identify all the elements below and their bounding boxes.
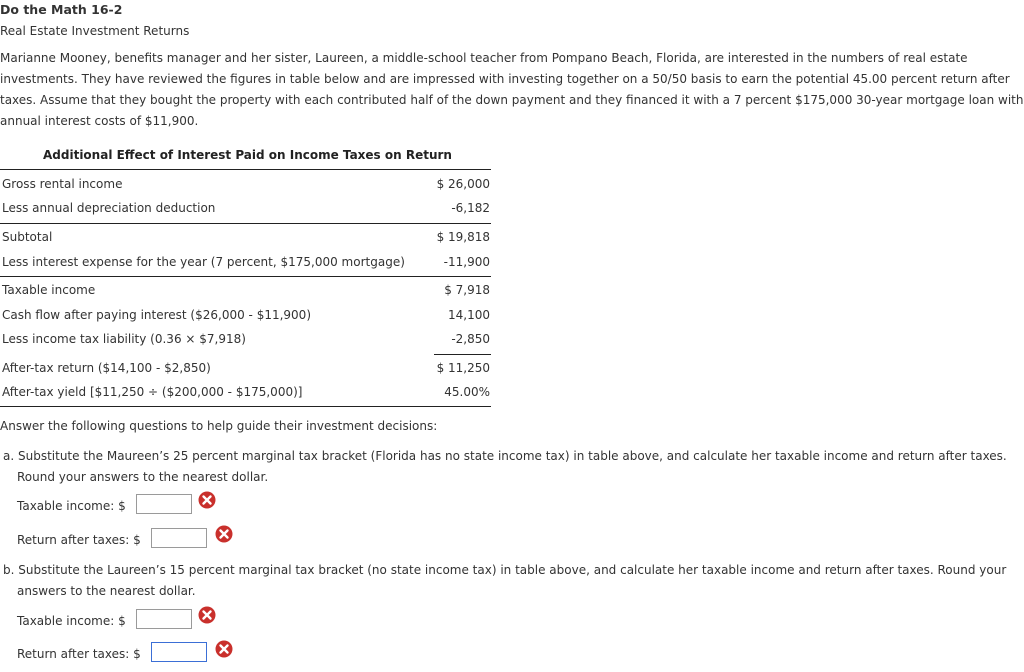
b-return-after-taxes-label: Return after taxes: $	[17, 647, 141, 661]
incorrect-icon	[198, 491, 216, 509]
incorrect-icon	[215, 640, 233, 658]
table-row-label: After-tax return ($14,100 - $2,850)	[2, 361, 211, 375]
table-row-label: Cash flow after paying interest ($26,000 - $11,900)	[2, 308, 311, 322]
question-b-line: b. Substitute the Laureen’s 15 percent marginal tax bracket (no state income tax) in table above, and calculate her taxable income and return after taxes. Round your	[3, 563, 1007, 577]
table-row-value: $ 19,818	[436, 230, 490, 244]
incorrect-icon	[215, 525, 233, 543]
question-a-line: a. Substitute the Maureen’s 25 percent marginal tax bracket (Florida has no state income tax) in table above, and calculate her taxable income and return after taxes.	[3, 449, 1007, 463]
table-row-label: Less income tax liability (0.36 × $7,918)	[2, 332, 246, 346]
table-row-label: Less interest expense for the year (7 percent, $175,000 mortgage)	[2, 255, 405, 269]
table-row-value: -2,850	[451, 332, 490, 346]
incorrect-icon	[198, 606, 216, 624]
question-b	[3, 560, 1006, 602]
a-taxable-income-label: Taxable income: $	[17, 499, 126, 513]
a-taxable-income-input[interactable]	[136, 494, 192, 514]
question-b-line: answers to the nearest dollar.	[17, 584, 196, 598]
questions-intro: Answer the following questions to help guide their investment decisions:	[0, 419, 438, 433]
intro-line: annual interest costs of $11,900.	[0, 114, 199, 128]
intro-line: Marianne Mooney, benefits manager and her sister, Laureen, a middle-school teacher from Pompano Beach, Florida, are interested in the numbers of real estate	[0, 51, 968, 65]
intro-line: taxes. Assume that they bought the property with each contributed half of the down payment and they financed it with a 7 percent $175,000 30-year mortgage loan with	[0, 93, 1024, 107]
table-row-value: $ 7,918	[444, 283, 490, 297]
table-row-label: Taxable income	[2, 283, 96, 297]
table-row-value: 45.00%	[444, 385, 490, 399]
table-rule	[0, 276, 491, 277]
table-bottom-rule	[0, 406, 491, 407]
question-a	[3, 446, 1007, 488]
table-top-rule	[0, 169, 491, 170]
table-rule	[0, 223, 491, 224]
table-row-value: $ 11,250	[436, 361, 490, 375]
table-row-value: -6,182	[451, 201, 490, 215]
question-a-line: Round your answers to the nearest dollar.	[17, 470, 269, 484]
a-return-after-taxes-input[interactable]	[151, 528, 207, 548]
table-row-label: After-tax yield [$11,250 ÷ ($200,000 - $175,000)]	[2, 385, 303, 399]
page-title: Do the Math 16-2	[0, 2, 123, 17]
table-row-value: -11,900	[443, 255, 490, 269]
table-row-label: Subtotal	[2, 230, 53, 244]
b-taxable-income-input[interactable]	[136, 609, 192, 629]
table-row-value: 14,100	[448, 308, 490, 322]
page-subtitle: Real Estate Investment Returns	[0, 24, 190, 38]
a-return-after-taxes-label: Return after taxes: $	[17, 533, 141, 547]
intro-line: investments. They have reviewed the figures in table below and are impressed with investing together on a 50/50 basis to earn the potential 45.00 percent return after	[0, 72, 1010, 86]
b-taxable-income-label: Taxable income: $	[17, 614, 126, 628]
table-row-value: $ 26,000	[436, 177, 490, 191]
subtotal-rule	[434, 354, 491, 355]
table-row-label: Gross rental income	[2, 177, 123, 191]
table-row-label: Less annual depreciation deduction	[2, 201, 216, 215]
intro-paragraph	[0, 48, 1024, 132]
table-title: Additional Effect of Interest Paid on Income Taxes on Return	[43, 148, 452, 162]
b-return-after-taxes-input[interactable]	[151, 642, 207, 662]
